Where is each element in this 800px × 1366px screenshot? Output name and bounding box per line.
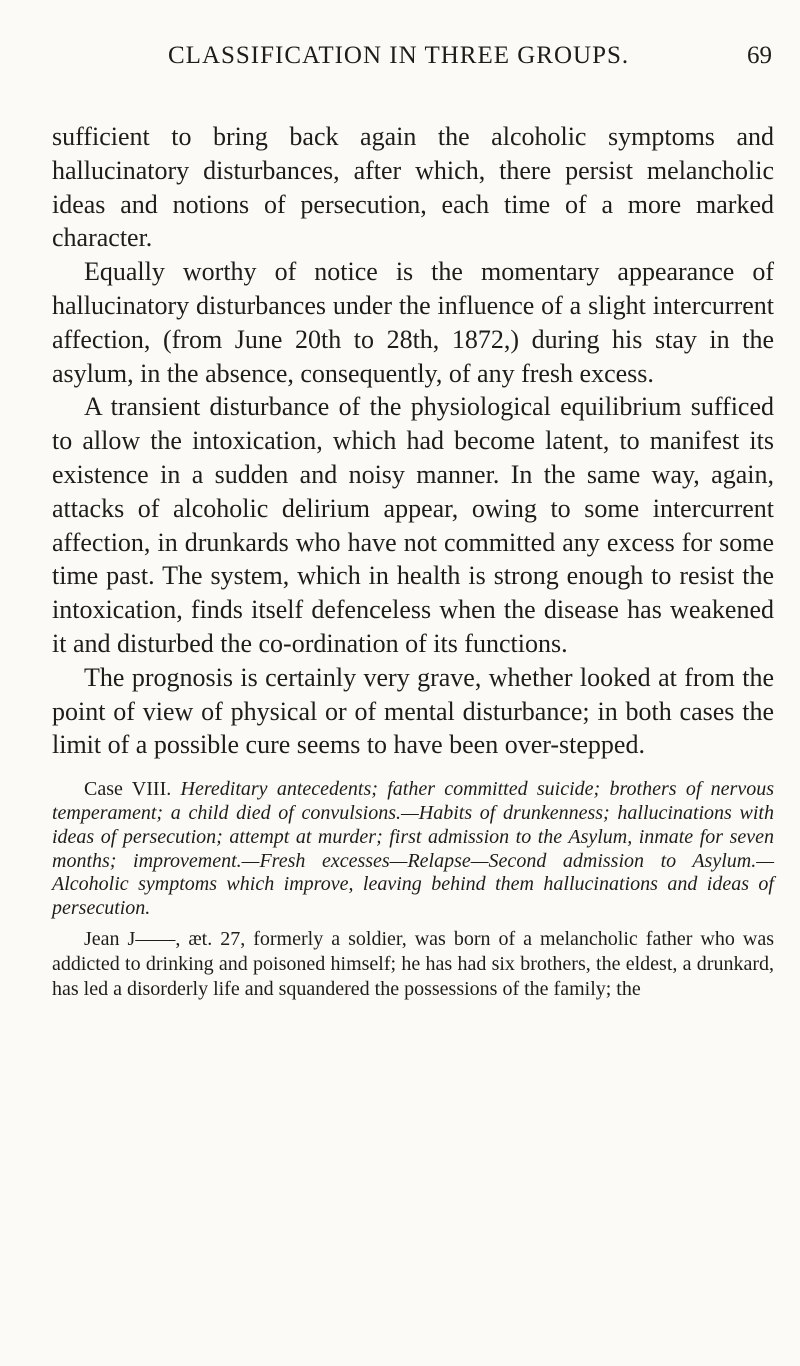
paragraph: Equally worthy of notice is the momentary appearance of hallucinatory disturbances under the influence of a slight intercurrent affection, (from June 20th to 28th, 1872,) during his stay in the asylum, in the absence, consequently, of any fresh excess. xyxy=(52,257,774,388)
page-header xyxy=(0,42,800,82)
running-head: CLASSIFICATION IN THREE GROUPS. xyxy=(168,42,630,69)
page-body xyxy=(52,120,774,1002)
case-summary xyxy=(52,778,774,921)
case-summary-text: Hereditary antecedents; father committed suicide; brothers of nervous temperament; a child died of convulsions.—Habits of drunkenness; hallucinations with ideas of persecution; attempt at murder; first admission to the Asylum, inmate for seven months; improvement.—Fresh excesses—Relapse—Second admission to Asylum.—Alcoholic symptoms which improve, leaving behind them hallucinations and ideas of persecution. xyxy=(52,778,775,920)
page-number: 69 xyxy=(747,42,772,69)
paragraph-continuation: sufficient to bring back again the alcoholic symptoms and hallucinatory disturbances, after which, there persist melancholic ideas and notions of persecution, each time of a more marked character. xyxy=(52,122,774,253)
paragraph: A transient disturbance of the physiological equilibrium sufficed to allow the intoxication, which had become latent, to manifest its existence in a sudden and noisy manner. In the same way, again, attacks of alcoholic delirium appear, owing to some intercurrent affection, in drunkards who have not committed any excess for some time past. The system, which in health is strong enough to resist the intoxication, finds itself defenceless when the disease has weakened it and disturbed the co-ordination of its functions. xyxy=(52,392,774,658)
case-narrative: Jean J——, æt. 27, formerly a soldier, was born of a melancholic father who was addicted to drinking and poisoned himself; he has had six brothers, the eldest, a drunkard, has led a disorderly life and squandered the possessions of the family; the xyxy=(52,927,774,1000)
paragraph: The prognosis is certainly very grave, whether looked at from the point of view of physical or of mental disturbance; in both cases the limit of a possible cure seems to have been over-stepped. xyxy=(52,662,774,760)
case-label: Case VIII. xyxy=(84,778,172,801)
